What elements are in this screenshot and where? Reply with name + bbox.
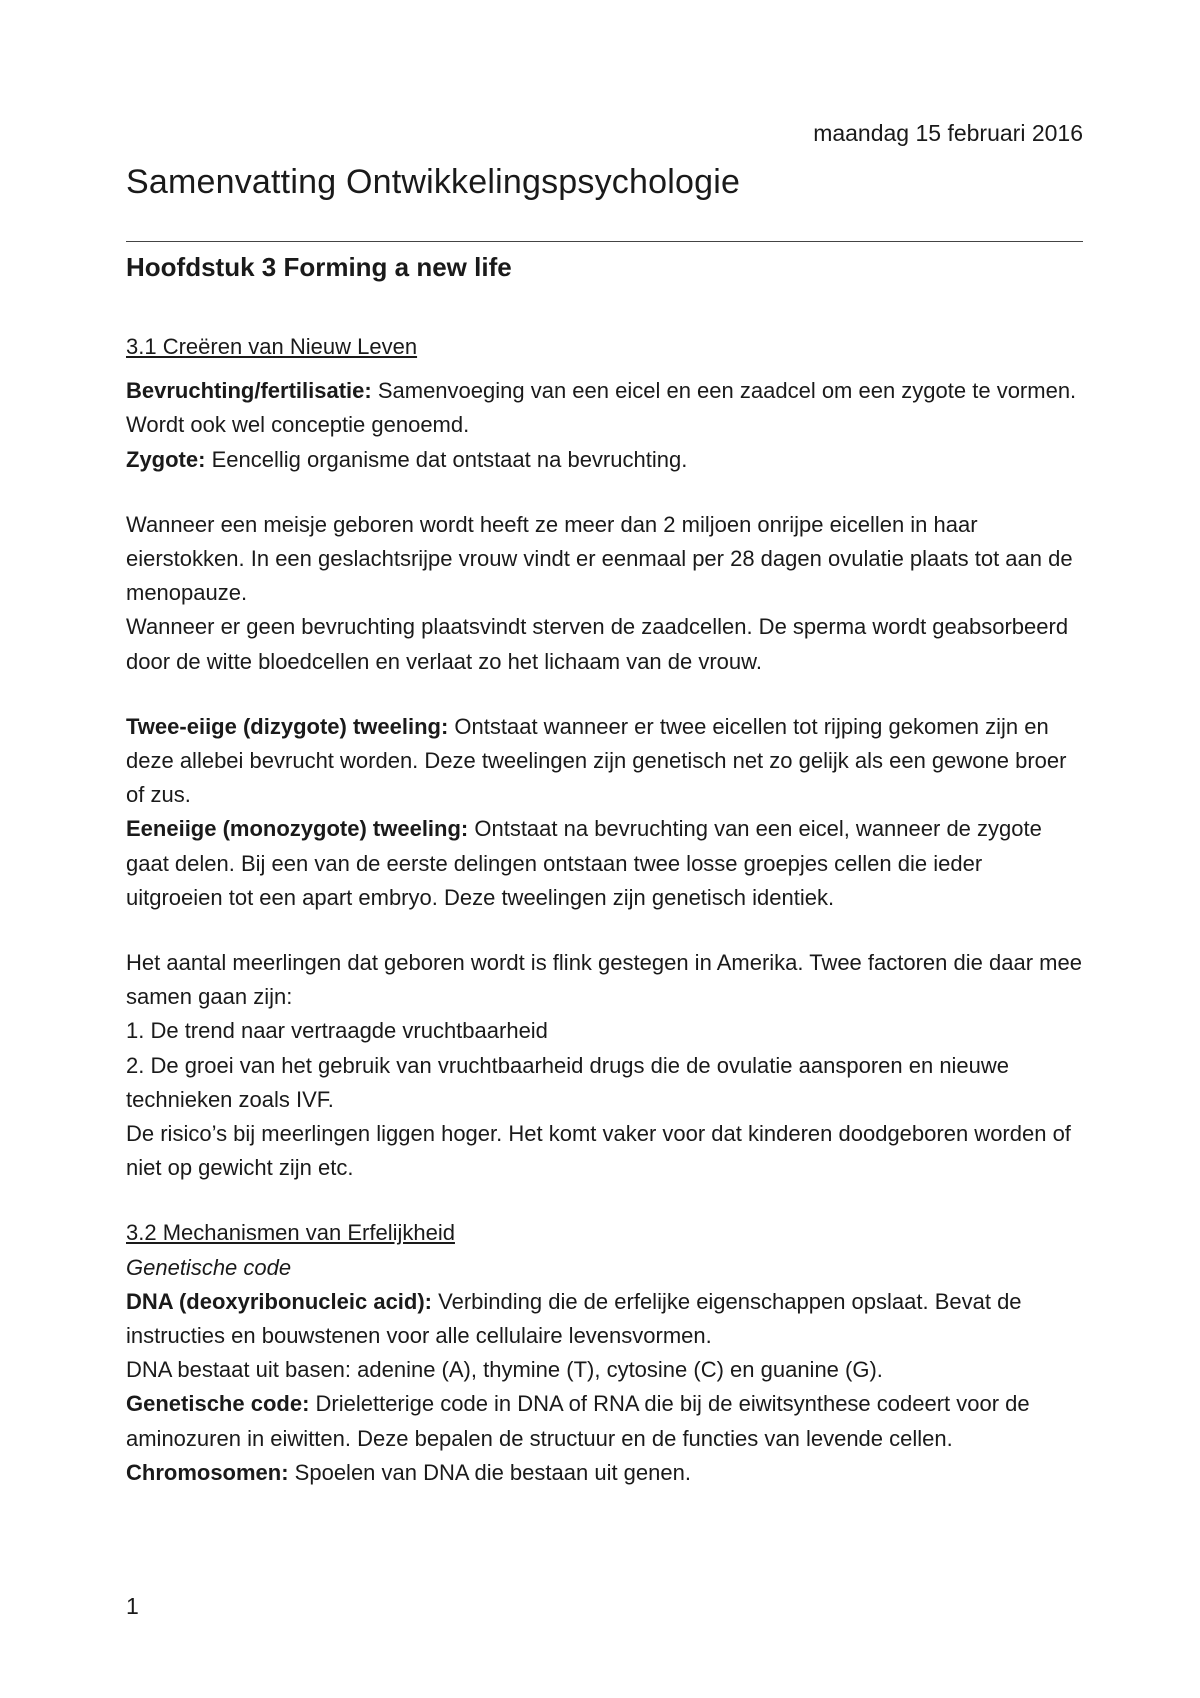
term-eeneiige: Eeneiige (monozygote) tweeling: [126, 816, 469, 842]
chapter-heading: Hoofdstuk 3 Forming a new life [126, 252, 512, 282]
paragraph-meerlingen: Het aantal meerlingen dat geboren wordt is flink gestegen in Amerika. Twee factoren die daar mee samen gaan zijn: [126, 950, 1082, 1010]
document-title: Samenvatting Ontwikkelingspsychologie [126, 163, 741, 201]
definition-text: Ontstaat wanneer er twee eicellen tot rijping gekomen zijn en deze allebei bevrucht worden. Deze tweelingen zijn genetisch net zo gelijk als een gewone broer of zus. [126, 713, 1067, 808]
definition-chromosomen [126, 1456, 1083, 1490]
term-dna: DNA (deoxyribonucleic acid): [126, 1288, 433, 1314]
definition-eeneiige [126, 812, 1083, 915]
page-number: 1 [126, 1593, 139, 1619]
term-chromosomen: Chromosomen: [126, 1459, 289, 1485]
definition-dna [126, 1285, 1083, 1353]
definition-text: Drieletterige code in DNA of RNA die bij de eiwitsynthese codeert voor de aminozuren in eiwitten. Deze bepalen de structuur en de functies van levende cellen. [126, 1391, 1030, 1451]
definition-text: Spoelen van DNA die bestaan uit genen. [288, 1459, 691, 1485]
definition-text: Samenvoeging van een eicel en een zaadcel om een zygote te vormen. Wordt ook wel conceptie genoemd. [126, 378, 1077, 438]
section-heading-3-2: 3.2 Mechanismen van Erfelijkheid [126, 1220, 455, 1246]
paragraph-eicellen: Wanneer een meisje geboren wordt heeft ze meer dan 2 miljoen onrijpe eicellen in haar eierstokken. In een geslachtsrijpe vrouw vindt er eenmaal per 28 dagen ovulatie plaats tot aan de menopauze. [126, 511, 1073, 606]
subheading-genetische-code: Genetische code [126, 1254, 292, 1280]
term-bevruchting: Bevruchting/fertilisatie: [126, 378, 372, 404]
definition-text: Eencellig organisme dat ontstaat na bevruchting. [205, 446, 688, 472]
section-heading-3-1: 3.1 Creëren van Nieuw Leven [126, 334, 418, 359]
term-genetische-code: Genetische code: [126, 1391, 310, 1417]
term-twee-eiige: Twee-eiige (dizygote) tweeling: [126, 713, 449, 739]
definition-bevruchting [126, 374, 1083, 442]
definition-twee-eiige [126, 710, 1083, 813]
term-zygote: Zygote: [126, 446, 206, 472]
document-body [126, 330, 1083, 1490]
title-divider [126, 241, 1083, 242]
definition-text: Ontstaat na bevruchting van een eicel, wanneer de zygote gaat delen. Bij een van de eerste delingen ontstaan twee losse groepjes cellen die ieder uitgroeien tot een apart embryo. Deze tweelingen zijn genetisch identiek. [126, 816, 1042, 910]
list-item-2: 2. De groei van het gebruik van vruchtbaarheid drugs die de ovulatie aansporen en nieuwe technieken zoals IVF. [126, 1052, 1010, 1112]
document-date: maandag 15 februari 2016 [813, 120, 1083, 146]
definition-zygote [126, 443, 1083, 477]
list-item-1: 1. De trend naar vertraagde vruchtbaarheid [126, 1018, 548, 1044]
paragraph-risicos: De risico’s bij meerlingen liggen hoger. Het komt vaker voor dat kinderen doodgeboren worden of niet op gewicht zijn etc. [126, 1121, 1071, 1181]
definition-genetische-code [126, 1387, 1083, 1455]
paragraph-dna-basen: DNA bestaat uit basen: adenine (A), thymine (T), cytosine (C) en guanine (G). [126, 1357, 883, 1383]
paragraph-zaadcellen: Wanneer er geen bevruchting plaatsvindt sterven de zaadcellen. De sperma wordt geabsorbeerd door de witte bloedcellen en verlaat zo het lichaam van de vrouw. [126, 614, 1069, 674]
definition-text: Verbinding die de erfelijke eigenschappen opslaat. Bevat de instructies en bouwstenen voor alle cellulaire levensvormen. [126, 1288, 1022, 1349]
